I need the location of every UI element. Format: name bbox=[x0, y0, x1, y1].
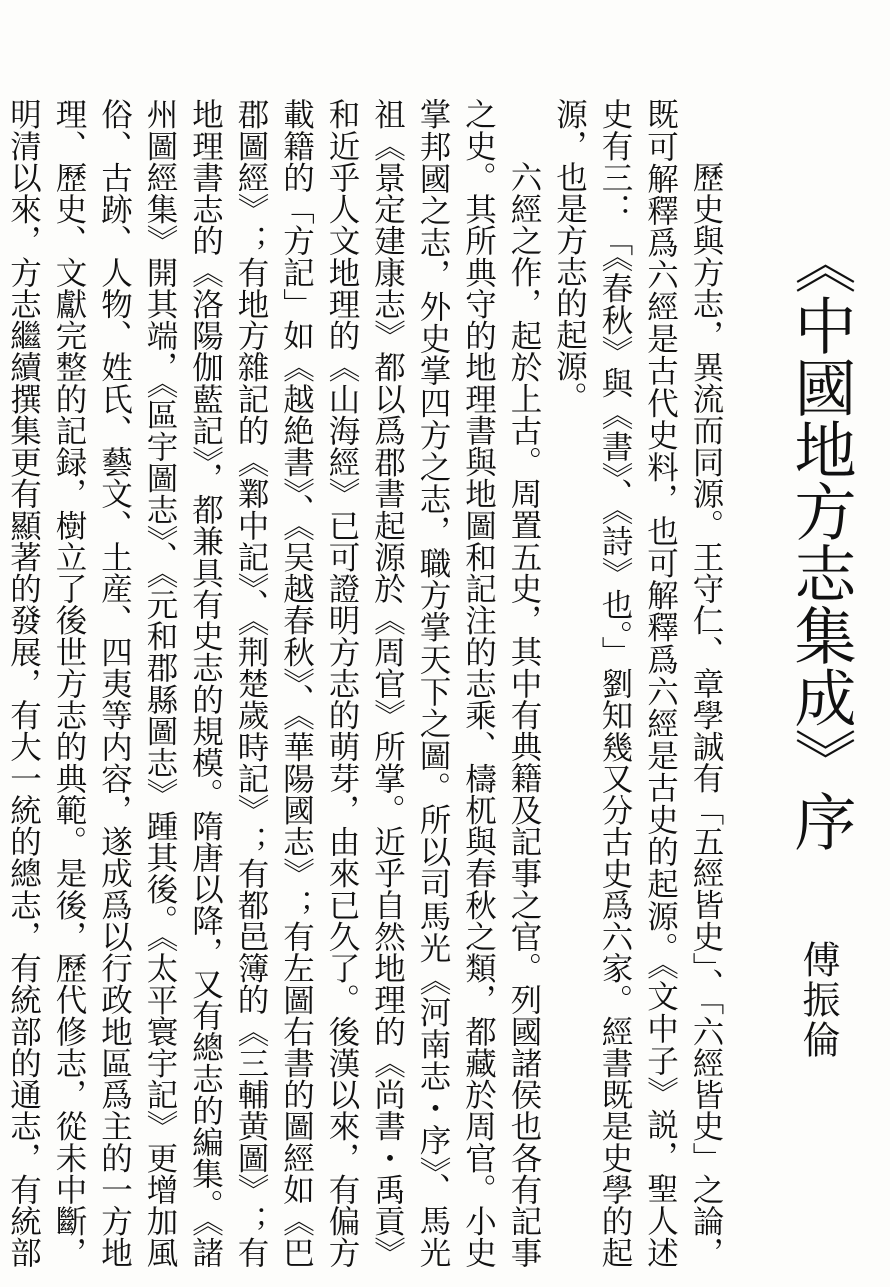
body-text bbox=[5, 98, 728, 1268]
paragraph: 六經之作，起於上古。周置五史，其中有典籍及記事之官。列國諸侯也各有記事之史。其所典守的地理書與地圖和記注的志乘、檮杌與春秋之類，都藏於周官。小史掌邦國之志，外史掌四方之志，職方掌天下之圖。所以司馬光《河南志・序》、馬光祖《景定建康志》都以爲郡書起源於《周官》所掌。近乎自然地理的《尚書・禹貢》和近乎人文地理的《山海經》已可證明方志的萌芽，由來已久了。後漢以來，有偏方載籍的「方記」如《越絶書》、《吴越春秋》、《華陽國志》；有左圖右書的圖經如《巴郡圖經》；有地方雜記的《鄴中記》、《荆楚歲時記》；有都邑簿的《三輔黄圖》；有地理書志的《洛陽伽藍記》，都兼具有史志的規模。隋唐以降，又有總志的編集。《諸州圖經集》開其端，《區宇圖志》、《元和郡縣圖志》踵其後。《太平寰宇記》更增加風俗、古跡、人物、姓氏、藝文、土産、四夷等内容，遂成爲以行政地區爲主的一方地理、歷史、文獻完整的記録，樹立了後世方志的典範。是後，歷代修志，從未中斷，明清以來，方志繼續撰集更有顯著的發展，有大一統的總志，有統部的通志，有統部 bbox=[5, 98, 542, 1268]
author-name: 傅振倫 bbox=[796, 940, 840, 1060]
page-title: 《中國地方志集成》序 bbox=[784, 232, 857, 852]
paragraph: 歷史與方志，異流而同源。王守仁、章學誠有「五經皆史」、「六經皆史」之論，既可解釋爲六經是古代史料，也可解釋爲六經是古史的起源。《文中子》説，聖人述史有三：「《春秋》與《書》、《詩》也。」劉知幾又分古史爲六家。經書既是史學的起源，也是方志的起源。 bbox=[551, 98, 724, 1268]
